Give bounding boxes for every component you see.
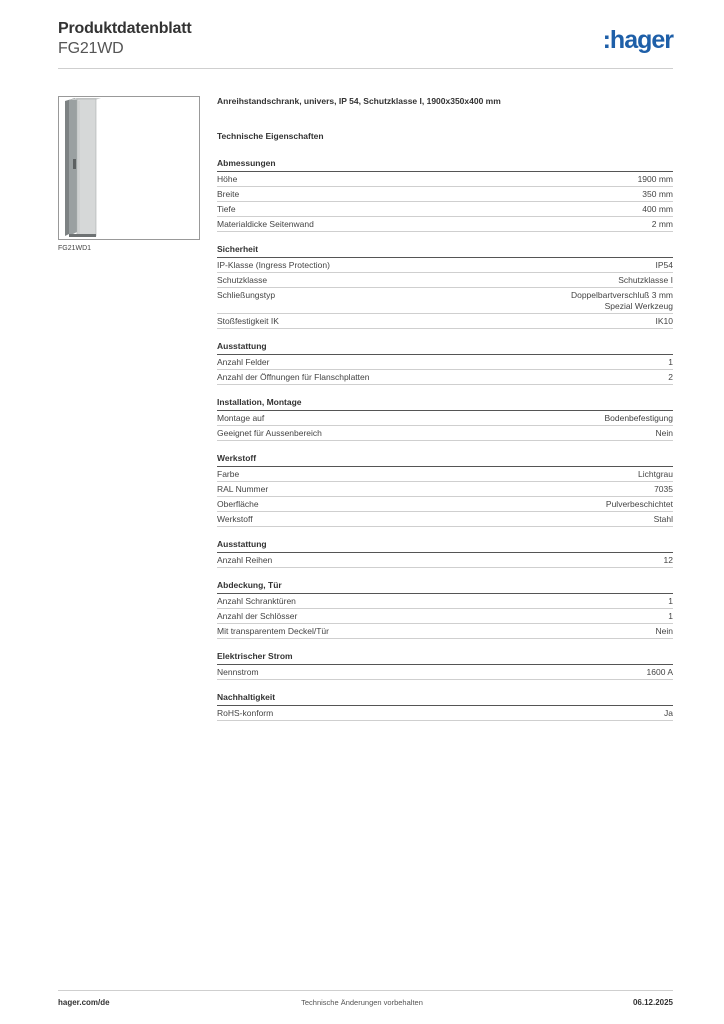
footer-disclaimer: Technische Änderungen vorbehalten: [301, 998, 423, 1007]
property-label: Tiefe: [217, 204, 236, 214]
footer-divider: [58, 990, 673, 991]
property-section: [217, 397, 673, 441]
property-section: [217, 651, 673, 680]
property-value: 1: [668, 356, 673, 367]
footer-date: 06.12.2025: [632, 998, 673, 1007]
cabinet-illustration: [59, 97, 199, 239]
property-label: Schutzklasse: [217, 275, 268, 285]
property-label: Anzahl Felder: [217, 356, 270, 367]
product-details: [217, 96, 673, 721]
property-value: 1: [668, 610, 673, 621]
page-header: [58, 20, 673, 68]
property-value: 400 mm: [642, 204, 673, 214]
property-section: [217, 244, 673, 329]
section-title: Installation, Montage: [217, 397, 673, 411]
property-section: [217, 580, 673, 639]
property-section: [217, 692, 673, 721]
footer-website: hager.com/de: [58, 998, 110, 1007]
property-row: [217, 482, 673, 497]
property-row: [217, 273, 673, 288]
product-description: Anreihstandschrank, univers, IP 54, Schutzklasse I, 1900x350x400 mm: [217, 96, 501, 106]
property-row: [217, 609, 673, 624]
property-value: Stahl: [653, 513, 673, 524]
property-value: 12: [663, 554, 673, 565]
property-label: RAL Nummer: [217, 483, 269, 494]
property-row: [217, 624, 673, 639]
property-row: [217, 288, 673, 314]
product-code: FG21WD: [58, 40, 124, 57]
property-label: Schließungstyp: [217, 290, 276, 300]
property-label: Geeignet für Aussenbereich: [217, 427, 322, 438]
section-title: Nachhaltigkeit: [217, 692, 673, 706]
property-label: Anzahl Schranktüren: [217, 595, 296, 606]
document-title: Produktdatenblatt: [58, 20, 192, 37]
product-image: [58, 96, 200, 240]
property-value: Nein: [655, 625, 673, 636]
property-value: Doppelbartverschluß 3 mm Spezial Werkzeug: [570, 290, 673, 311]
property-value: 2: [668, 371, 673, 382]
property-label: RoHS-konform: [217, 707, 274, 718]
property-value: 350 mm: [642, 189, 673, 199]
section-title: Werkstoff: [217, 453, 673, 467]
property-row: [217, 426, 673, 441]
property-label: Höhe: [217, 174, 238, 184]
property-label: Werkstoff: [217, 513, 253, 524]
property-row: [217, 467, 673, 482]
property-row: [217, 172, 673, 187]
section-title: Ausstattung: [217, 341, 673, 355]
property-row: [217, 202, 673, 217]
property-label: Mit transparentem Deckel/Tür: [217, 625, 329, 636]
property-value: Nein: [655, 427, 673, 438]
image-caption: FG21WD1: [58, 245, 92, 252]
section-title: Abmessungen: [217, 158, 673, 172]
property-value: IP54: [655, 260, 673, 270]
property-label: Anzahl der Schlösser: [217, 610, 298, 621]
property-label: IP-Klasse (Ingress Protection): [217, 260, 330, 270]
property-row: [217, 314, 673, 329]
section-title: Ausstattung: [217, 539, 673, 553]
door-handle: [73, 159, 76, 169]
property-value: Lichtgrau: [638, 468, 673, 479]
property-value: Pulverbeschichtet: [605, 498, 673, 509]
property-sections: [217, 158, 673, 721]
property-label: Breite: [217, 189, 240, 199]
property-value: Schutzklasse I: [618, 275, 673, 285]
cabinet-base: [69, 234, 96, 237]
property-row: [217, 217, 673, 232]
property-label: Montage auf: [217, 412, 265, 423]
property-row: [217, 706, 673, 721]
property-row: [217, 553, 673, 568]
property-label: Materialdicke Seitenwand: [217, 219, 314, 229]
property-row: [217, 497, 673, 512]
property-value: 1: [668, 595, 673, 606]
property-value: 2 mm: [651, 219, 673, 229]
technical-properties-heading: Technische Eigenschaften: [217, 131, 324, 141]
property-row: [217, 187, 673, 202]
property-section: [217, 453, 673, 527]
property-section: [217, 158, 673, 232]
cabinet-door: [77, 99, 96, 236]
hager-logo: :hager: [602, 26, 673, 54]
property-value: Ja: [664, 707, 673, 718]
property-row: [217, 411, 673, 426]
property-row: [217, 355, 673, 370]
section-title: Elektrischer Strom: [217, 651, 673, 665]
property-section: [217, 341, 673, 385]
property-label: Nennstrom: [217, 666, 259, 677]
property-row: [217, 512, 673, 527]
section-title: Abdeckung, Tür: [217, 580, 673, 594]
property-value: IK10: [655, 315, 673, 326]
property-row: [217, 370, 673, 385]
property-label: Oberfläche: [217, 498, 259, 509]
section-title: Sicherheit: [217, 244, 673, 258]
property-label: Anzahl der Öffnungen für Flanschplatten: [217, 371, 370, 382]
property-label: Stoßfestigkeit IK: [217, 315, 279, 326]
property-value: Bodenbefestigung: [604, 412, 673, 423]
header-divider: [58, 68, 673, 69]
property-row: [217, 258, 673, 273]
property-label: Anzahl Reihen: [217, 554, 273, 565]
property-label: Farbe: [217, 468, 240, 479]
property-value: 7035: [654, 483, 673, 494]
property-value: 1900 mm: [637, 174, 673, 184]
property-value: 1600 A: [646, 666, 673, 677]
property-row: [217, 594, 673, 609]
property-row: [217, 665, 673, 680]
property-section: [217, 539, 673, 568]
